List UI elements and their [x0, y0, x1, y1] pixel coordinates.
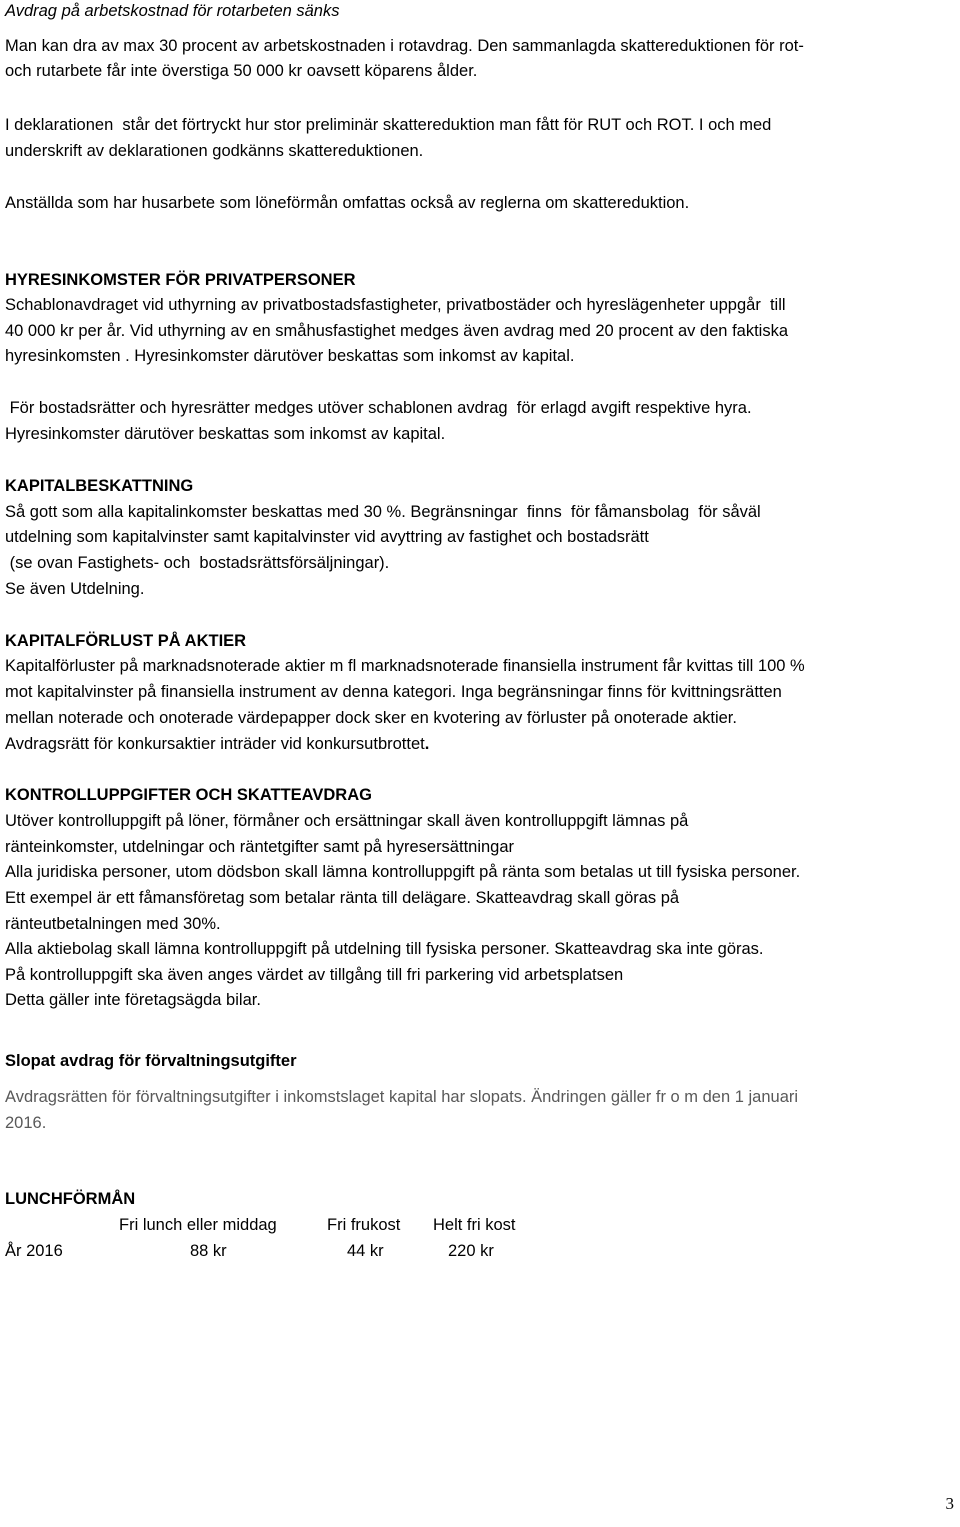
kontroll-line-7: På kontrolluppgift ska även anges värdet av tillgång till fri parkering vid arbetsplatsen: [5, 966, 624, 984]
hyres-heading: HYRESINKOMSTER FÖR PRIVATPERSONER: [5, 271, 356, 289]
lunch-col-header-kost: Helt fri kost: [433, 1216, 516, 1234]
forlust-line-3: mellan noterade och onoterade värdepapper dock sker en kvotering av förluster på onoterade aktier.: [5, 709, 737, 727]
rut-p3: Anställda som har husarbete som löneförmån omfattas också av reglerna om skattereduktion.: [5, 194, 690, 212]
rut-heading: Avdrag på arbetskostnad för rotarbeten sänks: [5, 2, 340, 20]
hyres-line-2: 40 000 kr per år. Vid uthyrning av en småhusfastighet medges även avdrag med 20 procent av den faktiska: [5, 322, 789, 340]
lunch-col-header-frukost: Fri frukost: [327, 1216, 401, 1234]
page-number: 3: [945, 1494, 954, 1513]
hyres-line-1: Schablonavdraget vid uthyrning av privatbostadsfastigheter, privatbostäder och hyreslägenheter uppgår till: [5, 296, 786, 314]
forlust-line-4: [5, 733, 429, 755]
kapital-line-3: (se ovan Fastighets- och bostadsrättsförsäljningar).: [5, 554, 390, 572]
lunch-value-kost: 220 kr: [448, 1242, 494, 1260]
kontroll-line-2: ränteinkomster, utdelningar och räntetgifter samt på hyresersättningar: [5, 838, 515, 856]
lunch-row-label: År 2016: [5, 1242, 63, 1260]
hyres-line-4: För bostadsrätter och hyresrätter medges utöver schablonen avdrag för erlagd avgift respektive hyra.: [5, 399, 752, 417]
kapital-line-1: Så gott som alla kapitalinkomster beskattas med 30 %. Begränsningar finns för fåmansbolag för såväl: [5, 503, 761, 521]
rut-p2-line-1: [5, 114, 771, 136]
lunch-value-lunch: 88 kr: [190, 1242, 227, 1260]
kontroll-line-4: Ett exempel är ett fåmansföretag som betalar ränta till delägare. Skatteavdrag skall göras på: [5, 889, 680, 907]
rut-p2-part-2: I och med: [694, 116, 772, 134]
rut-p1-line-1: Man kan dra av max 30 procent av arbetskostnaden i rotavdrag. Den sammanlagda skattereduktionen för rot-: [5, 37, 804, 55]
forlust-line-1: Kapitalförluster på marknadsnoterade aktier m fl marknadsnoterade finansiella instrument får kvittas till 100 %: [5, 657, 805, 675]
kontroll-line-6: Alla aktiebolag skall lämna kontrolluppgift på utdelning till fysiska personer. Skatteavdrag ska inte göras.: [5, 940, 764, 958]
forvaltning-line-1: Avdragsrätten för förvaltningsutgifter i inkomstslaget kapital har slopats. Ändringen gäller fr o m den 1 januari: [5, 1088, 799, 1106]
lunch-col-header-lunch: Fri lunch eller middag: [119, 1216, 277, 1234]
lunch-value-frukost: 44 kr: [347, 1242, 384, 1260]
kapital-line-4: Se även Utdelning.: [5, 580, 145, 598]
rut-p2-line-2: underskrift av deklarationen godkänns skattereduktionen.: [5, 142, 424, 160]
hyres-line-3: hyresinkomsten . Hyresinkomster därutöver beskattas som inkomst av kapital.: [5, 347, 575, 365]
kontroll-line-3: Alla juridiska personer, utom dödsbon skall lämna kontrolluppgift på ränta som betalas ut till fysiska personer.: [5, 863, 801, 881]
forvaltning-line-2: 2016.: [5, 1114, 47, 1132]
forlust-last-text: Avdragsrätt för konkursaktier inträder vid konkursutbrottet: [5, 735, 425, 753]
kapital-heading: KAPITALBESKATTNING: [5, 477, 194, 495]
hyres-line-5: Hyresinkomster därutöver beskattas som inkomst av kapital.: [5, 425, 446, 443]
kontroll-line-1: Utöver kontrolluppgift på löner, förmåner och ersättningar skall även kontrolluppgift lämnas på: [5, 812, 689, 830]
forlust-last-period: .: [424, 735, 430, 753]
rut-p1-line-2: och rutarbete får inte överstiga 50 000 kr oavsett köparens ålder.: [5, 62, 478, 80]
forvaltning-heading: Slopat avdrag för förvaltningsutgifter: [5, 1052, 297, 1070]
forlust-line-2: mot kapitalvinster på finansiella instrument av denna kategori. Inga begränsningar finns för kvittningsrätten: [5, 683, 782, 701]
lunch-heading: LUNCHFÖRMÅN: [5, 1190, 136, 1208]
kontroll-line-5: ränteutbetalningen med 30%.: [5, 915, 221, 933]
forlust-heading: KAPITALFÖRLUST PÅ AKTIER: [5, 632, 247, 650]
rut-p2-part-1: I deklarationen står det förtryckt hur stor preliminär skattereduktion man fått för RUT och ROT.: [5, 116, 695, 134]
kontroll-heading: KONTROLLUPPGIFTER OCH SKATTEAVDRAG: [5, 786, 372, 804]
kontroll-line-8: Detta gäller inte företagsägda bilar.: [5, 991, 261, 1009]
kapital-line-2: utdelning som kapitalvinster samt kapitalvinster vid avyttring av fastighet och bostadsrätt: [5, 528, 649, 546]
